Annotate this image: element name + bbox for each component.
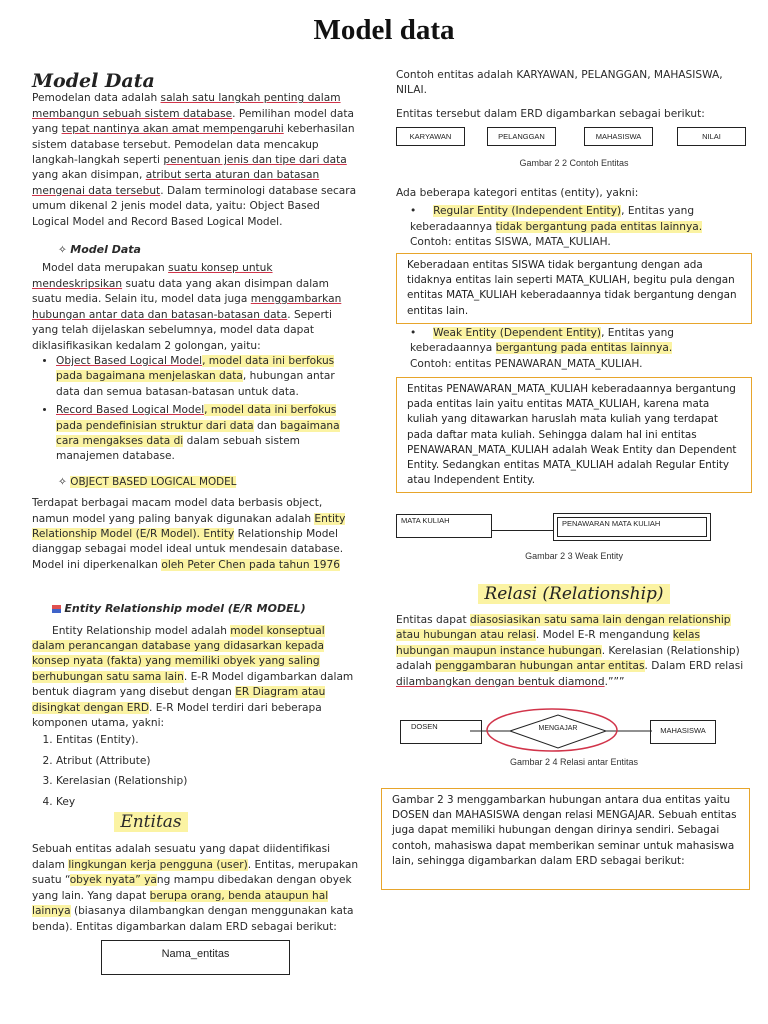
caption-weak-entity: Gambar 2 3 Weak Entity [525,551,623,561]
entity-box-karyawan: KARYAWAN [396,127,465,146]
entity-box-mahasiswa-rel: MAHASISWA [650,720,716,744]
relasi-note: Gambar 2 3 menggambarkan hubungan antara dua entitas yaitu DOSEN dan MAHASISWA dengan relasi MENGAJAR. Sebuah entitas juga dapat memiliki hubungan dengan dirinya sendiri. Sebagai contoh, mahasiswa dapat memberikan seminar untuk mahasiswa lain, sehingga digambarkan dalam ERD sebagai berikut: [381,788,750,890]
entity-box-penawaran: PENAWARAN MATA KULIAH [557,517,707,537]
paragraph-relasi [396,613,752,690]
subheading-er-model: Entity Relationship model (E/R MODEL) [32,601,360,617]
list-item: 2. Atribut (Attribute) [56,754,360,769]
heading-relasi: Relasi (Relationship) [396,584,752,604]
paragraph-contoh: Contoh entitas adalah KARYAWAN, PELANGGAN, MAHASISWA, NILAI. [396,69,723,97]
heading-model-data: Model Data [32,70,155,92]
list-item: • Record Based Logical Model, model data ini berfokus pada pendefinisian struktur dari data dan bagaimana cara mengakses data di dalam sebuah sistem manajemen database. [56,403,360,465]
weak-entity-note: Entitas PENAWARAN_MATA_KULIAH keberadaannya bergantung pada entitas lain yaitu entitas MATA_KULIAH, karena mata kuliah yang ditawarkan haruslah mata kuliah yang terdapat pada daftar mata kuliah. Sehingga dalam hal ini entitas PENAWARAN_MATA_KULIAH adalah Weak Entity dan Dependent Entity. Sedangkan entitas MATA_KULIAH adalah Regular Entity atau Independent Entity. [396,377,752,493]
entity-example-box: Nama_entitas [101,940,290,975]
list-item: • Object Based Logical Model, model data ini berfokus pada bagaimana menjelaskan data, hubungan antar data dan semua batasan-batasan untuk data. [56,354,360,400]
paragraph-kategori: Ada beberapa kategori entitas (entity), yakni: [396,187,639,199]
weak-entity-example: Contoh: entitas PENAWARAN_MATA_KULIAH. [410,357,643,370]
relationship-label: MENGAJAR [538,725,578,732]
paragraph-object-based: Terdapat berbagai macam model data berbasis object, namun model yang paling banyak digunakan adalah Entity Relationship Model (E/R Model). Entity Relationship Model dianggap sebagai model ideal untuk mendesain database. Model ini diperkenalkan oleh Peter Chen pada tahun 1976 [32,497,346,571]
entity-box-mahasiswa: MAHASISWA [584,127,653,146]
paragraph-pemodelan: Pemodelan data adalah salah satu langkah penting dalam membangun sebuah sistem database. Pemilihan model data yang tepat nantinya akan amat mempengaruhi keberhasilan sistem database tersebut. Pemodelan data mencakup langkah-langkah seperti penentuan jenis dan tipe dari data yang akan disimpan, atribut serta aturan dan batasan mengenai data tersebut. Dalam terminologi database secara umum dikenal 2 jenis model data, yaitu: Object Based Logical Model and Record Based Logical Model. [32,92,357,228]
paragraph-er-model: Entity Relationship model adalah model konseptual dalam perancangan database yang didasarkan kepada konsep nyata (fakta) yang memiliki obyek yang saling berhubungan satu sama lain. E-R Model digambarkan dalam bentuk diagram yang disebut dengan ER Diagram atau disingkat dengan ERD. E-R Model terdiri dari beberapa komponen utama, yakni: [32,624,354,730]
entity-box-mata-kuliah: MATA KULIAH [396,514,492,538]
caption-contoh-entitas: Gambar 2 2 Contoh Entitas [519,158,629,168]
weak-entity-outer-box [553,513,711,541]
relasi-text: Entitas dapat diasosiasikan satu sama lain dengan relationship atau hubungan atau relasi. Model E-R mengandung kelas hubungan maupun instance hubungan. Kerelasian (Relationship) adalah penggambaran hubungan antar entitas. Dalam ERD relasi dilambangkan dengan bentuk diamond.””” [396,614,744,688]
right-column-categories [396,186,752,251]
page-title: Model data [313,14,455,46]
component-list [32,733,360,810]
entity-box-dosen: DOSEN [400,720,482,744]
entity-box-pelanggan: PELANGGAN [487,127,556,146]
regular-entity-note: Keberadaan entitas SISWA tidak bergantung dengan ada tidaknya entitas lain seperti MATA_KULIAH, begitu pula dengan entitas MATA_KULIAH keberadaannya tidak bergantung dengan entitas lain. [396,253,752,324]
sparkle-icon: ✧ [58,475,67,488]
weak-entity-item: • Weak Entity (Dependent Entity), Entitas yang keberadaannya bergantung pada entitas lainnya. [410,327,675,355]
paragraph-erd: Entitas tersebut dalam ERD digambarkan sebagai berikut: [396,107,705,120]
heading-entitas: Entitas [0,815,360,832]
left-column [32,70,360,935]
sparkle-icon: ✧ [58,244,67,257]
bullet-flag-icon [52,605,61,613]
right-column-weak [396,326,752,372]
bullet-icon: • [410,327,417,339]
paragraph-model-data: Model data merupakan suatu konsep untuk mendeskripsikan suatu data yang akan disimpan dalam suatu media. Selain itu, model data juga menggambarkan hubungan antar data dan batasan-batasan data. Seperti yang telah dijelaskan sebelumnya, model data dapat diklasifikasikan kedalam 2 golongan, yaitu: [32,262,342,352]
subheading-object-based: ✧ OBJECT BASED LOGICAL MODEL [58,475,237,488]
regular-entity-example: Contoh: entitas SISWA, MATA_KULIAH. [410,236,611,249]
subheading-model-data: ✧ Model Data [58,243,141,257]
model-list [32,354,360,465]
paragraph-entitas: Sebuah entitas adalah sesuatu yang dapat diidentifikasi dalam lingkungan kerja pengguna (user). Entitas, merupakan suatu “obyek nyata” yang mampu dibedakan dengan obyek yang lain. Yang dapat berupa orang, benda ataupun hal lainnya (biasanya dilambangkan dengan menggunakan kata benda). Entitas digambarkan dalam ERD sebagai berikut: [32,843,359,933]
caption-relasi: Gambar 2 4 Relasi antar Entitas [509,757,639,767]
list-item: 3. Kerelasian (Relationship) [56,774,360,789]
right-column-top [396,68,752,122]
connector-line [491,530,553,531]
regular-entity-item: • Regular Entity (Independent Entity), Entitas yang keberadaannya tidak bergantung pada entitas lainnya. [410,205,703,233]
bullet-icon: • [410,205,417,218]
entity-box-nilai: NILAI [677,127,746,146]
list-item: 4. Key [56,795,360,810]
list-item: 1. Entitas (Entity). [56,733,360,748]
